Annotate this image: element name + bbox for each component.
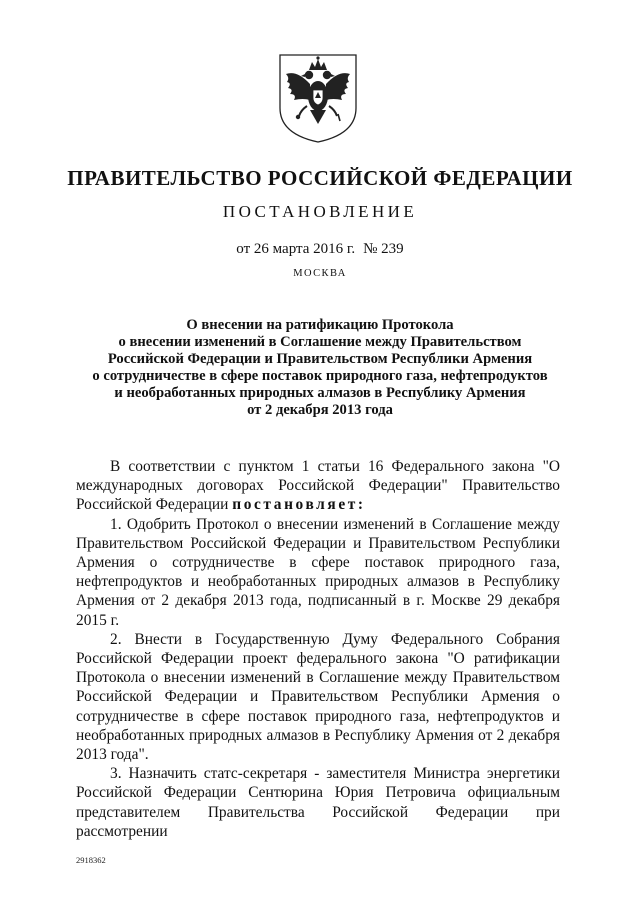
city-name: МОСКВА — [293, 268, 347, 279]
document-number: № 239 — [363, 241, 404, 257]
heading-line: О внесении на ратификацию Протокола — [186, 317, 454, 333]
document-heading — [60, 317, 580, 419]
heading-line: о сотрудничестве в сфере поставок природного газа, нефтепродуктов — [92, 368, 548, 384]
document-type: ПОСТАНОВЛЕНИЕ — [222, 202, 418, 221]
heading-line: Российской Федерации и Правительством Республики Армения — [107, 351, 533, 367]
document-date: от 26 марта 2016 г. — [236, 241, 356, 257]
coat-of-arms-emblem — [277, 52, 359, 144]
date-line — [0, 241, 640, 258]
heading-line: о внесении изменений в Соглашение между Правительством — [118, 334, 522, 350]
item-2-paragraph: 2. Внести в Государственную Думу Федерального Собрания Российской Федерации проект федерального закона "О ратификации Протокола о внесении изменений в Соглашение между Правительством Российской Федерации и Правительством Республики Армения о сотрудничестве в сфере поставок природного газа, нефтепродуктов и необработанных природных алмазов в Республику Армения от 2 декабря 2013 года". — [76, 630, 560, 764]
preamble-paragraph — [76, 457, 560, 515]
heading-line: и необработанных природных алмазов в Республику Армения — [114, 385, 526, 401]
item-1-paragraph: 1. Одобрить Протокол о внесении изменений в Соглашение между Правительством Российской Федерации и Правительством Республики Армения о сотрудничестве в сфере поставок природного газа, нефтепродуктов и необработанных природных алмазов в Республику Армения от 2 декабря 2013 года, подписанный в г. Москве 29 декабря 2015 г. — [76, 515, 560, 629]
document-code: 2918362 — [76, 855, 106, 865]
document-body — [76, 457, 560, 841]
preamble-text: В соответствии с пунктом 1 статьи 16 Федерального закона "О международных договорах Российской Федерации" Правительство Российской Федерации — [76, 458, 560, 514]
decree-word: постановляет: — [232, 496, 366, 514]
heading-line: от 2 декабря 2013 года — [247, 402, 393, 418]
item-3-paragraph: 3. Назначить статс-секретаря - заместителя Министра энергетики Российской Федерации Сентюрина Юрия Петровича официальным представителем Правительства Российской Федерации при рассмотрении — [76, 765, 560, 840]
government-title: ПРАВИТЕЛЬСТВО РОССИЙСКОЙ ФЕДЕРАЦИИ — [67, 166, 573, 190]
